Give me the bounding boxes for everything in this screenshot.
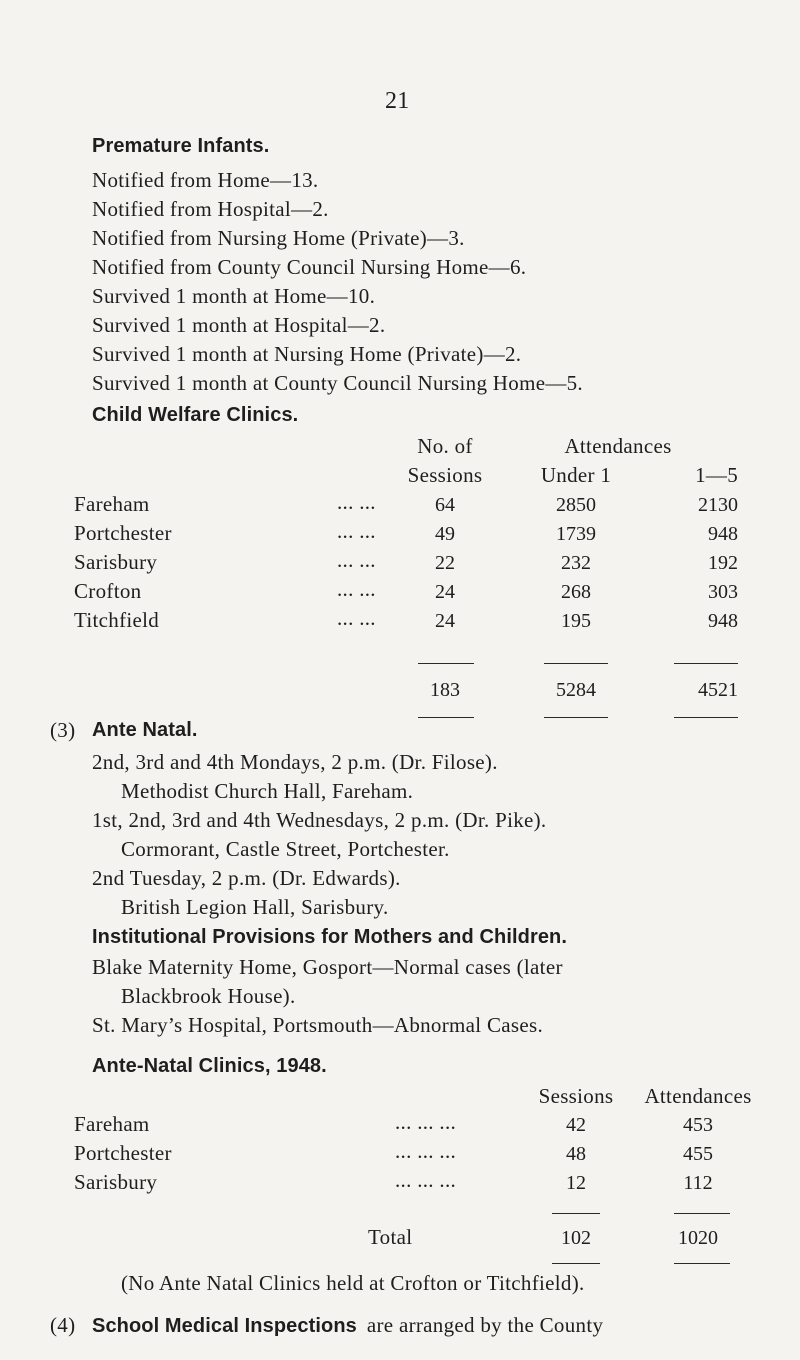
under1-value: 268: [561, 581, 591, 603]
under1-subtotal-rule: [544, 663, 608, 664]
clinics-sessions-header: Sessions: [538, 1084, 614, 1108]
clinics-attendances-total: 1020: [678, 1227, 718, 1249]
attendances-header: Attendances: [564, 434, 672, 458]
institutional-heading: Institutional Provisions for Mothers and Children.: [92, 926, 568, 948]
ante-natal-heading: Ante Natal.: [92, 719, 198, 741]
child-welfare-heading: Child Welfare Clinics.: [92, 404, 299, 426]
clinic-name: Sarisbury: [74, 550, 158, 574]
under1-value: 1739: [556, 523, 596, 545]
age1-5-header: 1—5: [695, 463, 738, 487]
age1-5-value: 192: [708, 552, 738, 574]
sessions-header-line1: No. of: [417, 434, 473, 458]
clinic-attendances-value: 112: [683, 1172, 713, 1194]
premature-line: Notified from County Council Nursing Home—6.: [92, 255, 527, 279]
premature-infants-heading: Premature Infants.: [92, 135, 270, 157]
age1-5-value: 2130: [698, 494, 738, 516]
sessions-total: 183: [430, 679, 460, 701]
sessions-subtotal-rule: [418, 663, 474, 664]
clinics-sessions-total: 102: [561, 1227, 591, 1249]
clinic-name: Fareham: [74, 492, 150, 516]
total-label: Total: [368, 1225, 413, 1249]
section-number: (4): [50, 1313, 76, 1337]
institutional-line: St. Mary’s Hospital, Portsmouth—Abnormal Cases.: [92, 1013, 544, 1037]
ante-natal-line: Methodist Church Hall, Fareham.: [121, 779, 414, 803]
under1-header: Under 1: [540, 463, 612, 487]
premature-line: Survived 1 month at Home—10.: [92, 284, 376, 308]
age1-5-value: 948: [708, 523, 738, 545]
dot-leader: ... ... ...: [395, 1168, 457, 1192]
institutional-line: Blake Maternity Home, Gosport—Normal cases (later: [92, 955, 563, 979]
clinics-attendances-header: Attendances: [644, 1084, 752, 1108]
ante-natal-line: Cormorant, Castle Street, Portchester.: [121, 837, 450, 861]
ante-natal-line: 2nd Tuesday, 2 p.m. (Dr. Edwards).: [92, 866, 401, 890]
premature-line: Survived 1 month at Hospital—2.: [92, 313, 386, 337]
sessions-value: 24: [435, 610, 455, 632]
premature-line: Notified from Nursing Home (Private)—3.: [92, 226, 465, 250]
sessions-total-rule: [418, 717, 474, 718]
school-medical-heading: School Medical Inspections: [92, 1315, 357, 1337]
under1-value: 2850: [556, 494, 596, 516]
dot-leader: ... ...: [337, 519, 376, 543]
clinic-sessions-value: 48: [566, 1143, 586, 1165]
clinic-sessions-value: 12: [566, 1172, 586, 1194]
institutional-line: Blackbrook House).: [121, 984, 296, 1008]
age1-5-total: 4521: [698, 679, 738, 701]
dot-leader: ... ...: [337, 490, 376, 514]
age1-5-value: 303: [708, 581, 738, 603]
premature-line: Survived 1 month at Nursing Home (Private)—2.: [92, 342, 522, 366]
clinic-attendances-value: 455: [683, 1143, 713, 1165]
clinics-attendances-total-rule: [674, 1263, 730, 1264]
clinic-name: Crofton: [74, 579, 142, 603]
age1-5-subtotal-rule: [674, 663, 738, 664]
dot-leader: ... ...: [337, 606, 376, 630]
clinic-attendances-value: 453: [683, 1114, 713, 1136]
ante-natal-clinics-heading: Ante-Natal Clinics, 1948.: [92, 1055, 327, 1077]
clinic-name: Sarisbury: [74, 1170, 158, 1194]
under1-total: 5284: [556, 679, 596, 701]
sessions-value: 49: [435, 523, 455, 545]
ante-natal-line: British Legion Hall, Sarisbury.: [121, 895, 389, 919]
clinic-name: Fareham: [74, 1112, 150, 1136]
sessions-value: 24: [435, 581, 455, 603]
sessions-value: 22: [435, 552, 455, 574]
clinic-sessions-value: 42: [566, 1114, 586, 1136]
clinics-sessions-total-rule: [552, 1263, 600, 1264]
school-medical-line1: [92, 1313, 603, 1338]
premature-line: Notified from Home—13.: [92, 168, 319, 192]
clinics-sessions-subtotal-rule: [552, 1213, 600, 1214]
under1-value: 195: [561, 610, 591, 632]
page-number: 21: [385, 88, 410, 114]
clinic-name: Portchester: [74, 521, 172, 545]
age1-5-total-rule: [674, 717, 738, 718]
ante-natal-line: 1st, 2nd, 3rd and 4th Wednesdays, 2 p.m. (Dr. Pike).: [92, 808, 547, 832]
school-medical-text: are arranged by the County: [366, 1313, 604, 1337]
clinic-name: Titchfield: [74, 608, 160, 632]
sessions-value: 64: [435, 494, 455, 516]
clinics-attendances-subtotal-rule: [674, 1213, 730, 1214]
ante-natal-line: 2nd, 3rd and 4th Mondays, 2 p.m. (Dr. Filose).: [92, 750, 498, 774]
dot-leader: ... ...: [337, 548, 376, 572]
premature-line: Notified from Hospital—2.: [92, 197, 329, 221]
age1-5-value: 948: [708, 610, 738, 632]
under1-total-rule: [544, 717, 608, 718]
section-number: (3): [50, 718, 76, 742]
under1-value: 232: [561, 552, 591, 574]
dot-leader: ... ... ...: [395, 1139, 457, 1163]
clinic-name: Portchester: [74, 1141, 172, 1165]
premature-line: Survived 1 month at County Council Nursing Home—5.: [92, 371, 583, 395]
clinics-note: (No Ante Natal Clinics held at Crofton or Titchfield).: [121, 1271, 585, 1295]
sessions-header-line2: Sessions: [407, 463, 483, 487]
dot-leader: ... ... ...: [395, 1110, 457, 1134]
dot-leader: ... ...: [337, 577, 376, 601]
